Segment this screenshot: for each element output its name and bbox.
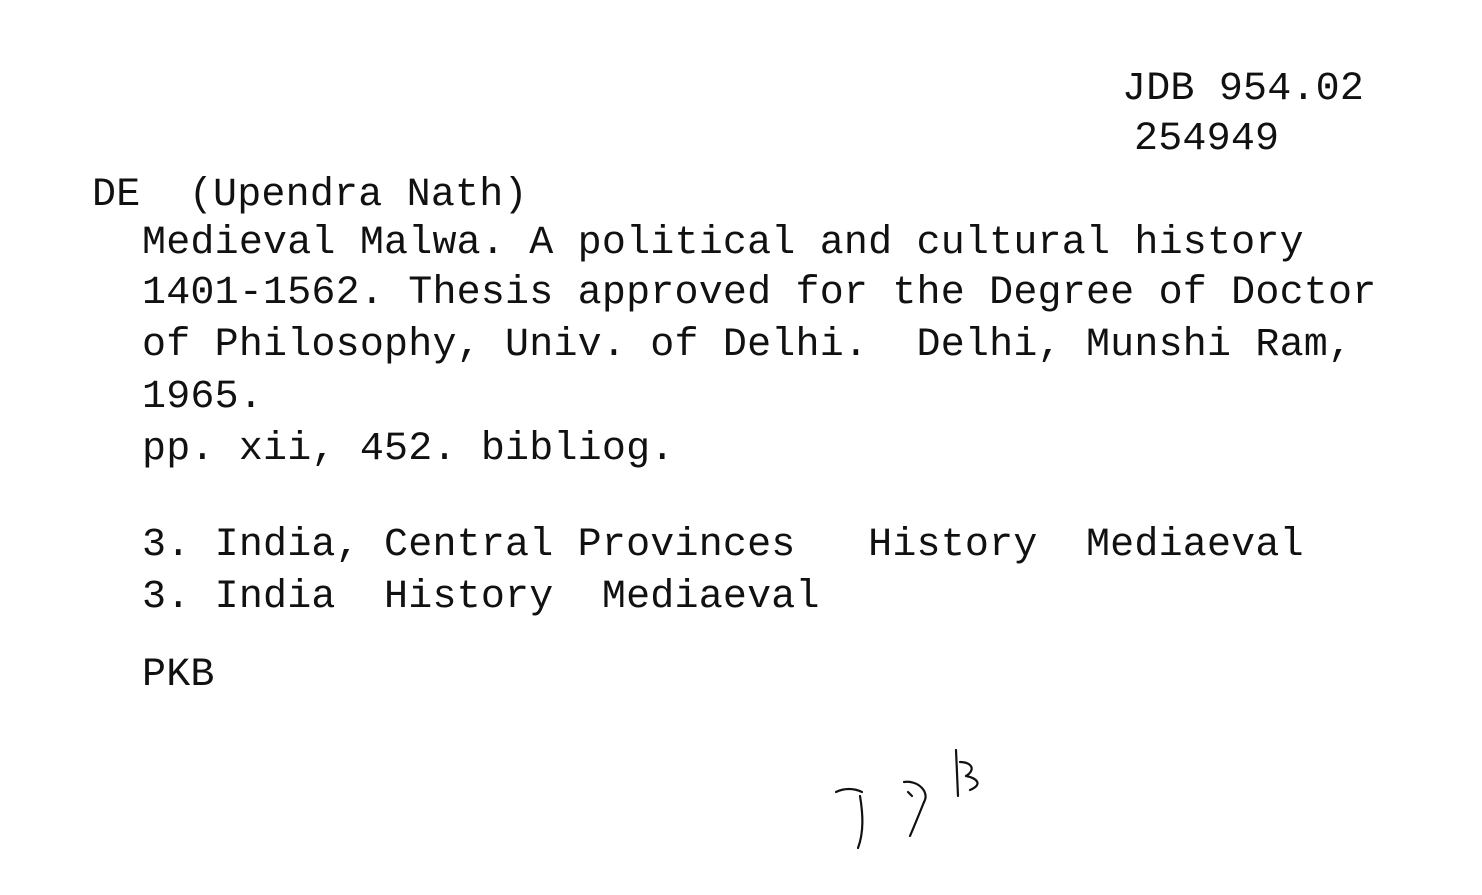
author-heading: DE (Upendra Nath) (92, 173, 528, 218)
title-line: 1401-1562. Thesis approved for the Degree of Doctor (142, 271, 1377, 316)
publication-year: 1965. (142, 375, 264, 420)
title-line: Medieval Malwa. A political and cultural history (142, 221, 1304, 266)
subject-heading: 3. India, Central Provinces History Mediaeval (142, 523, 1304, 568)
handwritten-signature (826, 740, 1006, 860)
subject-heading: 3. India History Mediaeval (142, 575, 820, 620)
title-line: of Philosophy, Univ. of Delhi. Delhi, Munshi Ram, (142, 323, 1353, 368)
pagination-note: pp. xii, 452. bibliog. (142, 427, 675, 472)
call-number: JDB 954.02 (1122, 67, 1365, 112)
cataloger-initials: PKB (142, 653, 215, 698)
accession-number: 254949 (1134, 117, 1280, 162)
